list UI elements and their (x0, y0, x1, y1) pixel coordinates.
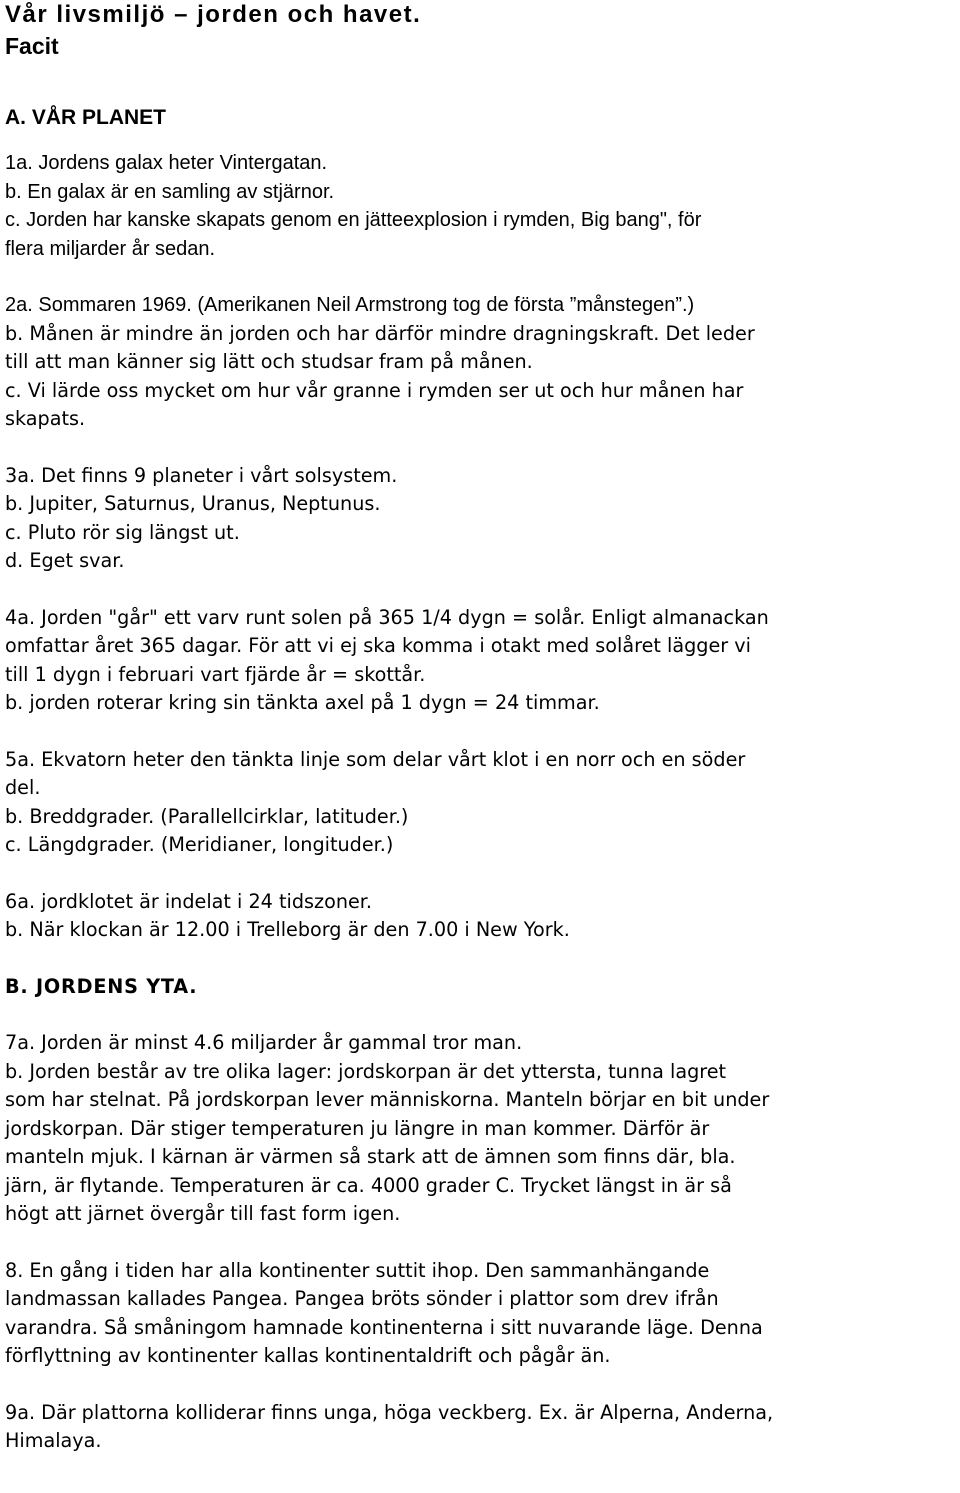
answer-line: 3a. Det finns 9 planeter i vårt solsystem. (5, 463, 398, 487)
answer-line: b. Jupiter, Saturnus, Uranus, Neptunus. (5, 492, 381, 515)
answer-line: 7a. Jorden är minst 4.6 miljarder år gammal tror man. (5, 1031, 523, 1054)
answer-block-2 (5, 320, 960, 434)
answer-line: b. När klockan är 12.00 i Trelleborg är den 7.00 i New York. (5, 918, 570, 941)
answer-block-5 (5, 746, 960, 860)
answer-line: 2a. Sommaren 1969. (Amerikanen Neil Armstrong tog de första ”månstegen”.) (5, 294, 695, 316)
answer-line: järn, är flytande. Temperaturen är ca. 4000 grader C. Trycket längst in är så (5, 1173, 732, 1197)
answer-line: högt att järnet övergår till fast form igen. (5, 1202, 401, 1225)
answer-line: c. Jorden har kanske skapats genom en jätteexplosion i rymden, Big bang", för (5, 209, 702, 231)
answer-line: b. Breddgrader. (Parallellcirklar, latituder.) (5, 804, 409, 828)
answer-line: omfattar året 365 dagar. För att vi ej ska komma i otakt med solåret lägger vi (5, 634, 751, 657)
answer-line: b. Månen är mindre än jorden och har därför mindre dragningskraft. Det leder (5, 321, 755, 345)
answer-line: flera miljarder år sedan. (5, 237, 216, 260)
answer-line: förflyttning av kontinenter kallas kontinentaldrift och pågår än. (5, 1344, 611, 1367)
answer-line: till 1 dygn i februari vart fjärde år = skottår. (5, 662, 426, 686)
answer-line: skapats. (5, 407, 86, 430)
answer-line: till att man känner sig lätt och studsar fram på månen. (5, 350, 533, 373)
answer-line: b. Jorden består av tre olika lager: jordskorpan är det yttersta, tunna lagret (5, 1059, 727, 1083)
answer-line: landmassan kallades Pangea. Pangea bröts sönder i plattor som drev ifrån (5, 1287, 719, 1310)
answer-line: Himalaya. (5, 1429, 102, 1452)
section-heading-b: B. JORDENS YTA. (5, 974, 198, 998)
answer-block-2a (5, 291, 960, 320)
answer-line: 4a. Jorden "går" ett varv runt solen på 365 1/4 dygn = solår. Enligt almanackan (5, 605, 769, 629)
answer-line: c. Pluto rör sig längst ut. (5, 520, 240, 544)
answer-line: 9a. Där plattorna kolliderar finns unga, höga veckberg. Ex. är Alperna, Anderna, (5, 1400, 774, 1424)
answer-line: 8. En gång i tiden har alla kontinenter suttit ihop. Den sammanhängande (5, 1258, 710, 1282)
section-heading-a: A. VÅR PLANET (5, 106, 167, 129)
answer-line: jordskorpan. Där stiger temperaturen ju längre in man kommer. Därför är (5, 1116, 710, 1140)
answer-line: 5a. Ekvatorn heter den tänkta linje som delar vårt klot i en norr och en söder (5, 747, 746, 771)
answer-block-6 (5, 888, 960, 945)
answer-line: c. Längdgrader. (Meridianer, longituder.) (5, 833, 394, 856)
answer-line: b. jorden roterar kring sin tänkta axel på 1 dygn = 24 timmar. (5, 691, 600, 714)
answer-line: b. En galax är en samling av stjärnor. (5, 180, 335, 203)
answer-line: c. Vi lärde oss mycket om hur vår granne i rymden ser ut och hur månen har (5, 378, 744, 402)
answer-line: del. (5, 776, 41, 799)
answer-line: d. Eget svar. (5, 549, 125, 572)
answer-line: 1a. Jordens galax heter Vintergatan. (5, 152, 328, 174)
answer-line: manteln mjuk. I kärnan är värmen så stark att de ämnen som finns där, bla. (5, 1145, 736, 1168)
answer-line: 6a. jordklotet är indelat i 24 tidszoner. (5, 889, 373, 913)
document-subtitle: Facit (5, 33, 59, 59)
answer-line: som har stelnat. På jordskorpan lever människorna. Manteln börjar en bit under (5, 1088, 770, 1111)
answer-block-3 (5, 462, 960, 576)
answer-line: varandra. Så småningom hamnade kontinenterna i sitt nuvarande läge. Denna (5, 1315, 763, 1339)
answer-block-1 (5, 149, 960, 263)
answer-block-9 (5, 1399, 960, 1456)
document-title: Vår livsmiljö – jorden och havet. (5, 1, 422, 28)
answer-block-4 (5, 604, 960, 718)
answer-block-7 (5, 1029, 960, 1229)
answer-block-8 (5, 1257, 960, 1371)
